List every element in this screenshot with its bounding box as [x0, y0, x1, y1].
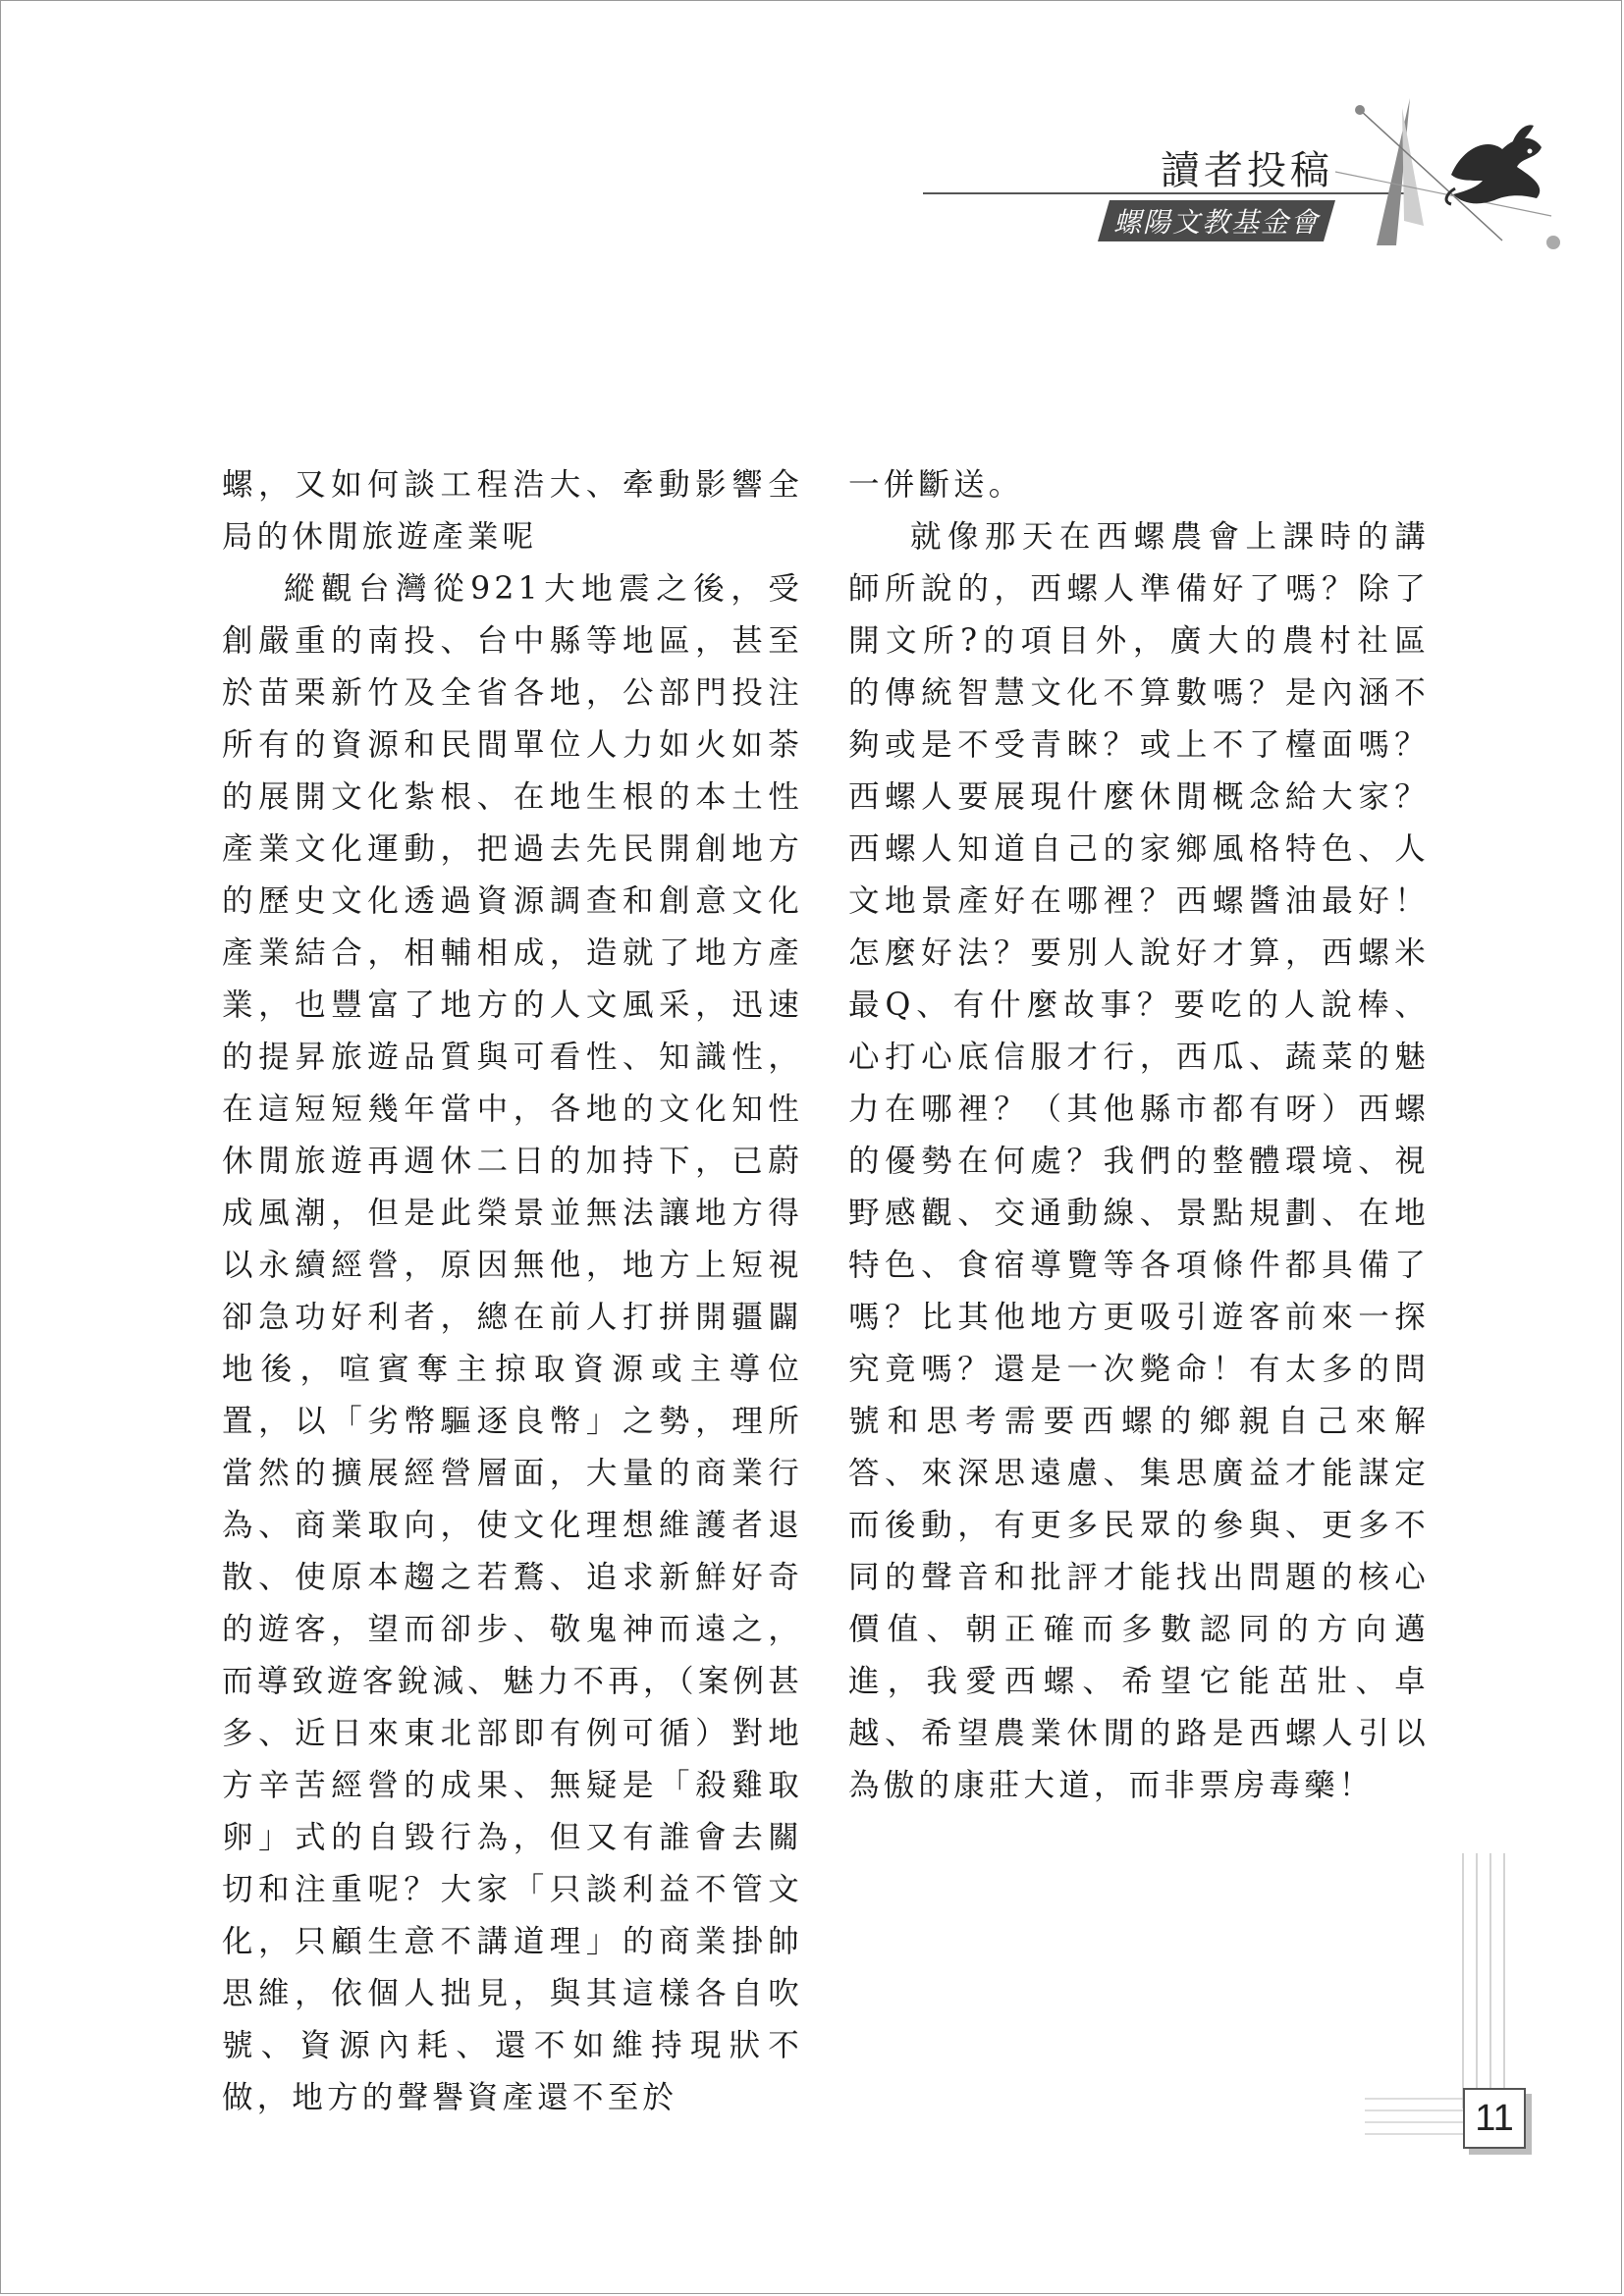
paragraph: 一併斷送。 [848, 467, 1024, 503]
paragraph: 螺，又如何談工程浩大、牽動影響全局的休閒旅遊產業呢 [222, 467, 803, 555]
dragon-icon [1446, 125, 1542, 204]
left-text-column [222, 459, 803, 2124]
page-header [913, 79, 1581, 275]
page-number: 11 [1463, 2088, 1526, 2149]
paragraph: 縱觀台灣從921大地震之後，受創嚴重的南投、台中縣等地區，甚至於苗栗新竹及全省各地，公部門投注所有的資源和民間單位人力如火如荼的展開文化紮根、在地生根的本土性產業文化運動，把過去先民開創地方的歷史文化透過資源調查和創意文化產業結合，相輔相成，造就了地方產業，也豐富了地方的人文風采，迅速的提昇旅遊品質與可看性、知識性，在這短短幾年當中，各地的文化知性休閒旅遊再週休二日的加持下，已蔚成風潮，但是此榮景並無法讓地方得以永續經營，原因無他，地方上短視卻急功好利者，總在前人打拼開疆闢地後，喧賓奪主掠取資源或主導位置，以「劣幣驅逐良幣」之勢，理所當然的擴展經營層面，大量的商業行為、商業取向，使文化理想維護者退散、使原本趨之若鶩、追求新鮮好奇的遊客，望而卻步、敬鬼神而遠之，而導致遊客銳減、魅力不再，（案例甚多、近日來東北部即有例可循）對地方辛苦經營的成果、無疑是「殺雞取卵」式的自毀行為，但又有誰會去關切和注重呢？大家「只談利益不管文化，只顧生意不講道理」的商業掛帥思維，依個人拙見，與其這樣各自吹號、資源內耗、還不如維持現狀不做，地方的聲譽資產還不至於 [222, 571, 803, 2115]
right-text-column [848, 459, 1430, 1812]
page-number-lines [1365, 2091, 1473, 2150]
section-title: 讀者投稿 [1161, 148, 1333, 193]
paragraph: 就像那天在西螺農會上課時的講師所說的，西螺人準備好了嗎？除了開文所?的項目外，廣大的農村社區的傳統智慧文化不算數嗎？是內涵不夠或是不受青睞？或上不了檯面嗎？西螺人要展現什麼休閒概念給大家？西螺人知道自己的家鄉風格特色、人文地景產好在哪裡？西螺醬油最好！怎麼好法？要別人說好才算，西螺米最Q、有什麼故事？要吃的人說棒、心打心底信服才行，西瓜、蔬菜的魅力在哪裡？（其他縣市都有呀）西螺的優勢在何處？我們的整體環境、視野感觀、交通動線、景點規劃、在地特色、食宿導覽等各項條件都具備了嗎？比其他地方更吸引遊客前來一探究竟嗎？還是一次斃命！有太多的問號和思考需要西螺的鄉親自己來解答、來深思遠慮、集思廣益才能謀定而後動，有更多民眾的參與、更多不同的聲音和批評才能找出問題的核心價值、朝正確而多數認同的方向邁進，我愛西螺、希望它能茁壯、卓越、希望農業休閒的路是西螺人引以為傲的康莊大道，而非票房毒藥！ [848, 519, 1430, 1803]
margin-decoration-lines [1455, 1853, 1524, 2109]
organization-banner: 螺陽文教基金會 [1112, 206, 1320, 239]
